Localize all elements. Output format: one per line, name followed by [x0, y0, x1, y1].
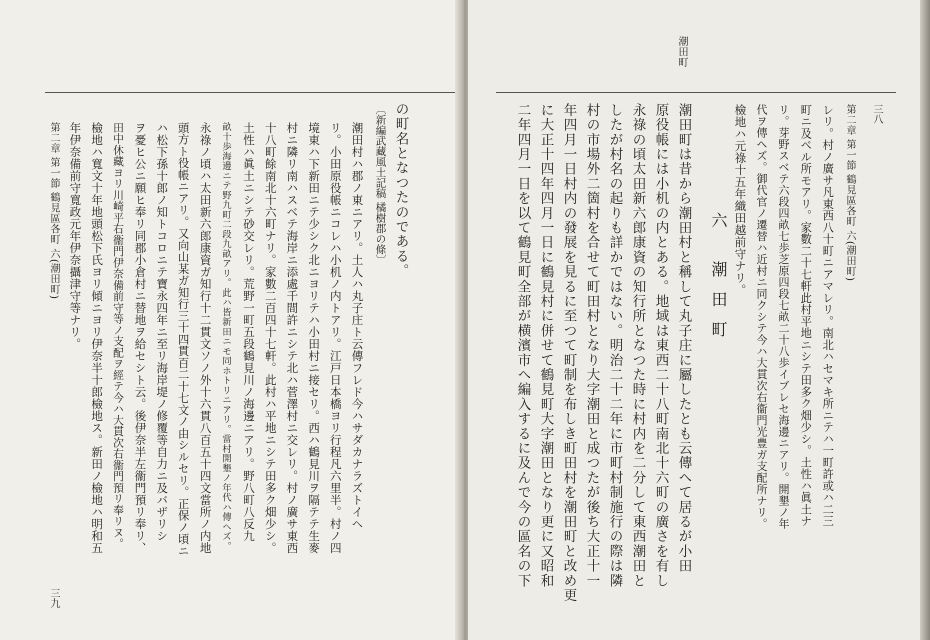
- left-body-line-13: 年伊奈備前守寬政元年伊奈攝津守等ナリ。: [68, 122, 83, 350]
- left-body-line-11: 田中休藏ヨリ川崎平右衞門伊奈備前守等ノ支配ヲ經テ今ハ大貫次右衞門預リ奉リヌ。: [112, 122, 126, 550]
- prev-line-2: 町ニ及ベル所モアリ。家數二十七軒此村平地ニシテ田多ク畑少シ。土性ハ眞土ナ: [799, 104, 813, 527]
- right-body-line-4: 村の市場外二箇村を合せて町田村となり大字潮田と成つたが後ち大正十一: [583, 103, 600, 589]
- right-page-number: 三八: [871, 104, 882, 124]
- prev-line-3: リ。芽野スベテ六段四畝七歩芝原四段七畝二十八歩イブレセ海邊ニアリ。開墾ノ年: [777, 104, 790, 530]
- left-page-number: 三九: [48, 588, 59, 608]
- left-body-line-4: 十八町餘南北十六町ナリ。家數二百四十七軒。此村ハ平地ニシテ田多ク畑少シ。: [263, 122, 278, 554]
- right-page: [468, 0, 920, 640]
- left-body-line-10: ヲ憂ヒ公ニ願ヒ奉リ同郡小倉村ニ替地ヲ給セシト云。後伊奈半左衞門預リ奉リ、: [133, 122, 148, 554]
- left-body-line-0: 潮田村ハ郡ノ東ニアリ。土人ハ丸子庄ト云傳フレド今ハサダカナラズトイヘ: [350, 122, 365, 530]
- left-body-line-9: ハ松下孫十郎ノ知トコロニテ寶永四年ニ至リ海岸堤ノ修覆等自力ニ及バザリシ: [155, 122, 170, 542]
- header-rule-right: [496, 92, 896, 93]
- left-body-line-6: 畝十歩海邊ニテ野九町二段九畝アリ。此ハ皆新田ニモ同ホトリニアリ。當村開墾ノ年代ハ傳ヘズ。: [220, 122, 232, 551]
- prev-line-0: 第二章 第一節 鶴見區各町 六(潮田町): [844, 104, 855, 282]
- left-body-line-2: 境東ハ下新田ニテ少シク北ニヨリテハ小田村ニ接セリ。西ハ鶴見川ヲ隔テテ生麥: [307, 122, 322, 554]
- header-rule: [45, 92, 455, 93]
- right-body-line-1: 原役帳には小机の内とある。地域は東西二十八町南北十六町の廣さを有し: [652, 103, 669, 589]
- right-body-line-2: 永祿の頃太田新六郎康資の知行所となつた時に村内を二分して東西潮田と: [629, 103, 646, 589]
- left-body-line-3: 村ニ隣リ南ハスベテ海岸ニ添處千間許ニシテ北ハ菅澤村ニ交レリ。村ノ廣サ東西: [285, 122, 300, 554]
- prev-line-4: 代ヲ傳ヘズ。御代官ノ遷替ハ近村ニ同クシテ今ハ大貫次右衞門光豊ガ支配所ナリ。: [755, 104, 768, 530]
- right-body-line-0: 潮田町は昔から潮田村と稱して丸子庄に屬したとも云傳へて居るが小田: [675, 103, 692, 574]
- continuation-text: の町名となつたのである。: [392, 102, 409, 279]
- source-note: 〔新編武藏風土記稿 橘樹郡の條〕: [374, 104, 387, 265]
- right-running-head: 潮田町: [676, 36, 687, 68]
- page-edge: [920, 0, 930, 640]
- right-body-line-3: したが村名の起りも詳かではない。明治二十二年に市町村制施行の際は隣: [606, 103, 623, 589]
- right-body-line-6: に大正十四年四月一日に鶴見村に併せて鶴見町大字潮田となり更に又昭和: [537, 103, 554, 589]
- prev-line-5: 檢地ハ元祿十五年織田越前守ナリ。: [733, 104, 748, 296]
- left-body-line-1: リ。小田原役帳ニコレハ小机ノ内トアリ。江戸日本橋ヨリ行程凡六里半。村ノ四: [328, 122, 343, 554]
- left-body-line-7: 永祿ノ頃ハ太田新六郎康資ガ知行十二貫文ソノ外十六貫八百五十四文當所ノ内地: [198, 122, 213, 554]
- left-running-head: 第二章 第一節 鶴見區各町 六(潮田町): [48, 122, 59, 300]
- left-body-line-5: 土性ハ眞土ニシテ砂交レリ。荒野一町五段鶴見川ノ海邊ニアリ。野八町八反九: [242, 122, 256, 542]
- prev-line-1: レリ。村ノ廣サ凡東西八十町ニアマレリ。南北ハセマキ所ニテハ一町許或ハ二三: [821, 104, 835, 527]
- right-body-line-5: 年四月一日村内の發展を見るに至つて町制を布しき町田村を潮田町と改め更: [560, 103, 577, 603]
- left-body-line-8: 頭方ト役帳ニアリ。又向山某ガ知行三十四貫百二十七文ノ由シルセリ。正保ノ頃ニ: [176, 122, 190, 557]
- left-page: [0, 0, 462, 640]
- section-heading: 六 潮田町: [709, 212, 728, 352]
- left-body-line-12: 檢地ハ寬文十年地頭松下氏ヨリ傾ニヨリ伊奈半十郎檢地ス。新田ノ檢地ハ明和五: [90, 122, 105, 554]
- right-body-line-7: 二年四月一日を以て鶴見町全部が横濱市へ編入するに及んで今の區名の下: [514, 103, 531, 589]
